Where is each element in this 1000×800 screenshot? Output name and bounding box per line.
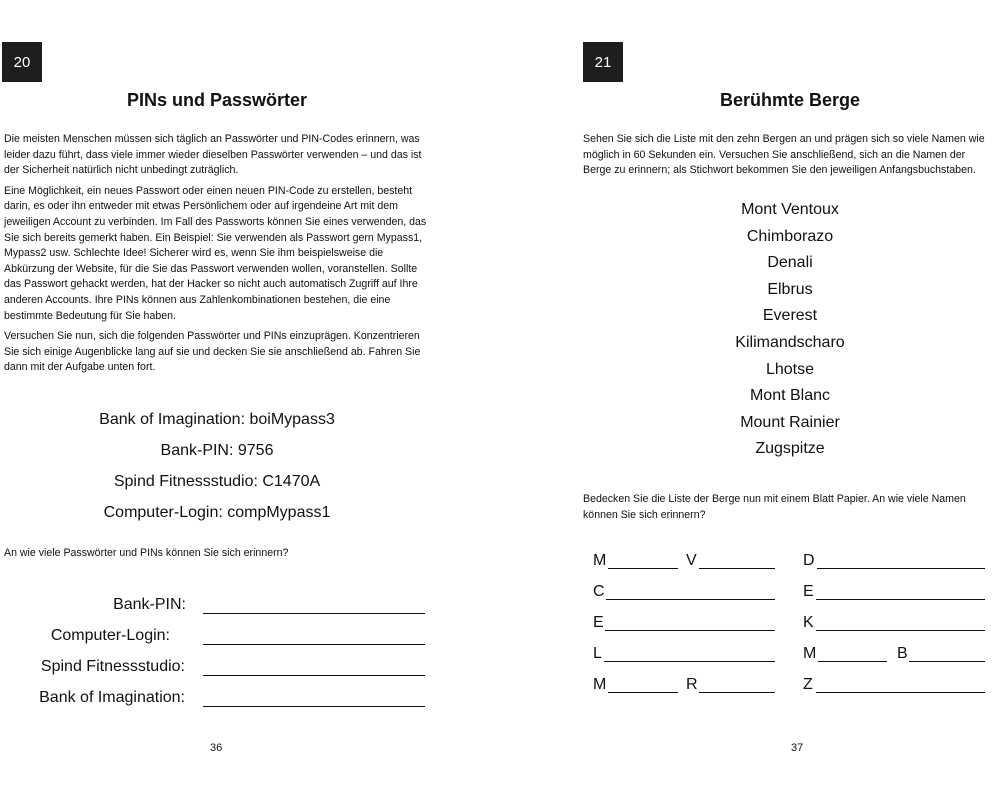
- mountain-item: Elbrus: [767, 280, 813, 298]
- answer-line: [608, 691, 678, 693]
- right-page: [580, 0, 1000, 800]
- password-item: Bank of Imagination: boiMypass3: [99, 411, 335, 428]
- password-list: [0, 404, 434, 528]
- letter-cue: Z: [803, 676, 813, 693]
- mountain-item: Mont Ventoux: [741, 201, 839, 218]
- answer-line: [816, 598, 985, 600]
- recall-question: An wie viele Passwörter und PINs können Sie sich erinnern?: [4, 547, 289, 559]
- mountain-item: Denali: [767, 254, 813, 272]
- page-title: Berühmte Berge: [719, 90, 861, 110]
- mountain-list: [580, 197, 1000, 463]
- mountain-item: Lhotse: [765, 360, 815, 378]
- answer-line: [699, 691, 775, 693]
- letter-cue: V: [686, 552, 697, 569]
- form-label-spind: Spind Fitnessstudio:: [40, 658, 185, 675]
- mountain-item: Kilimandscharo: [735, 333, 845, 351]
- mountain-item: Chimborazo: [746, 227, 834, 245]
- exercise-number-badge: 20: [2, 42, 42, 82]
- paragraph: Versuchen Sie nun, sich die folgenden Passwörter und PINs einzuprägen. Konzentrieren Sie sich einige Augenblicke lang auf sie und decken Sie sie anschließend ab. Fahren Sie dann mit der Aufgabe unten fort.: [4, 330, 421, 374]
- letter-cue: E: [593, 614, 604, 631]
- answer-line: [604, 660, 775, 662]
- letter-cue: M: [803, 645, 817, 662]
- paragraph: Eine Möglichkeit, ein neues Passwort oder einen neuen PIN-Code zu erstellen, besteht darin, es oder ihn entweder mit etwas Persönlichem oder auf irgendeine Art mit dem jeweiligen Account zu verbinden. Im Fall des Passworts können Sie eines verwenden, das Sie sich bereits gemerkt haben. Ein Beispiel: Sie verwenden als Passwort gern Mypass1, Mypass2 usw. Schlechte Idee! Sicherer wird es, wenn Sie ihm beispielsweise die Abkürzung der Website, für die Sie das Passwort verwenden wollen, voranstellen. Sollte das Passwort gehackt werden, hat der Hacker so nicht auch automatisch Zugriff auf Ihre anderen Accounts. Ihre PINs können aus Zahlenkombinationen bestehen, die eine bestimmte Bedeutung für Sie haben.: [4, 184, 427, 322]
- mountain-item: Everest: [762, 307, 818, 325]
- answer-line: [816, 629, 985, 631]
- letter-cue: E: [803, 583, 814, 600]
- form-label-bank-pin: Bank-PIN:: [113, 596, 186, 613]
- mountain-item: Mount Rainier: [740, 413, 840, 431]
- answer-line: [203, 612, 425, 614]
- form-label-computer-login: Computer-Login:: [50, 627, 170, 644]
- page-number: 37: [791, 742, 804, 754]
- letter-cue: M: [593, 552, 607, 569]
- answer-line: [606, 598, 775, 600]
- paragraph: Die meisten Menschen müssen sich täglich an Passwörter und PIN-Codes erinnern, was leider dazu führt, dass viele immer wieder dieselben Passwörter verwenden – und das ist der Sicherheit natürlich nicht unbedingt zuträglich.: [4, 133, 422, 177]
- answer-line: [203, 674, 425, 676]
- answer-line: [203, 705, 425, 707]
- letter-cue: R: [686, 676, 698, 693]
- intro-text: [4, 132, 436, 381]
- answer-line: [699, 567, 775, 569]
- recall-instruction: Bedecken Sie die Liste der Berge nun mit einem Blatt Papier. An wie viele Namen können Sie sich erinnern?: [583, 493, 966, 521]
- intro-text: Sehen Sie sich die Liste mit den zehn Bergen an und prägen sich so viele Namen wie möglich in 60 Sekunden ein. Versuchen Sie anschließend, sich an die Namen der Berge zu erinnern; als Stichwort bekommen Sie den jeweiligen Anfangsbuchstaben.: [583, 133, 985, 177]
- answer-line: [608, 567, 678, 569]
- letter-cue: D: [803, 552, 815, 569]
- answer-line: [909, 660, 985, 662]
- answer-line: [818, 660, 887, 662]
- letter-cue: C: [593, 583, 605, 600]
- answer-line: [203, 643, 425, 645]
- answer-line: [817, 567, 985, 569]
- answer-line: [816, 691, 985, 693]
- letter-cue: M: [593, 676, 607, 693]
- mountain-item: Zugspitze: [755, 440, 825, 458]
- page-title: PINs und Passwörter: [126, 90, 308, 110]
- form-label-bank-of-imagination: Bank of Imagination:: [39, 689, 185, 706]
- left-page: [0, 0, 440, 800]
- password-item: Bank-PIN: 9756: [160, 442, 274, 459]
- letter-cue: K: [803, 614, 814, 631]
- letter-cue: B: [897, 645, 908, 662]
- exercise-number-badge: 21: [583, 42, 623, 82]
- answer-line: [605, 629, 775, 631]
- letter-cue: L: [593, 645, 602, 662]
- page-number: 36: [210, 742, 223, 754]
- password-item: Computer-Login: compMypass1: [103, 504, 331, 521]
- mountain-item: Mont Blanc: [749, 387, 831, 405]
- password-item: Spind Fitnessstudio: C1470A: [113, 473, 321, 490]
